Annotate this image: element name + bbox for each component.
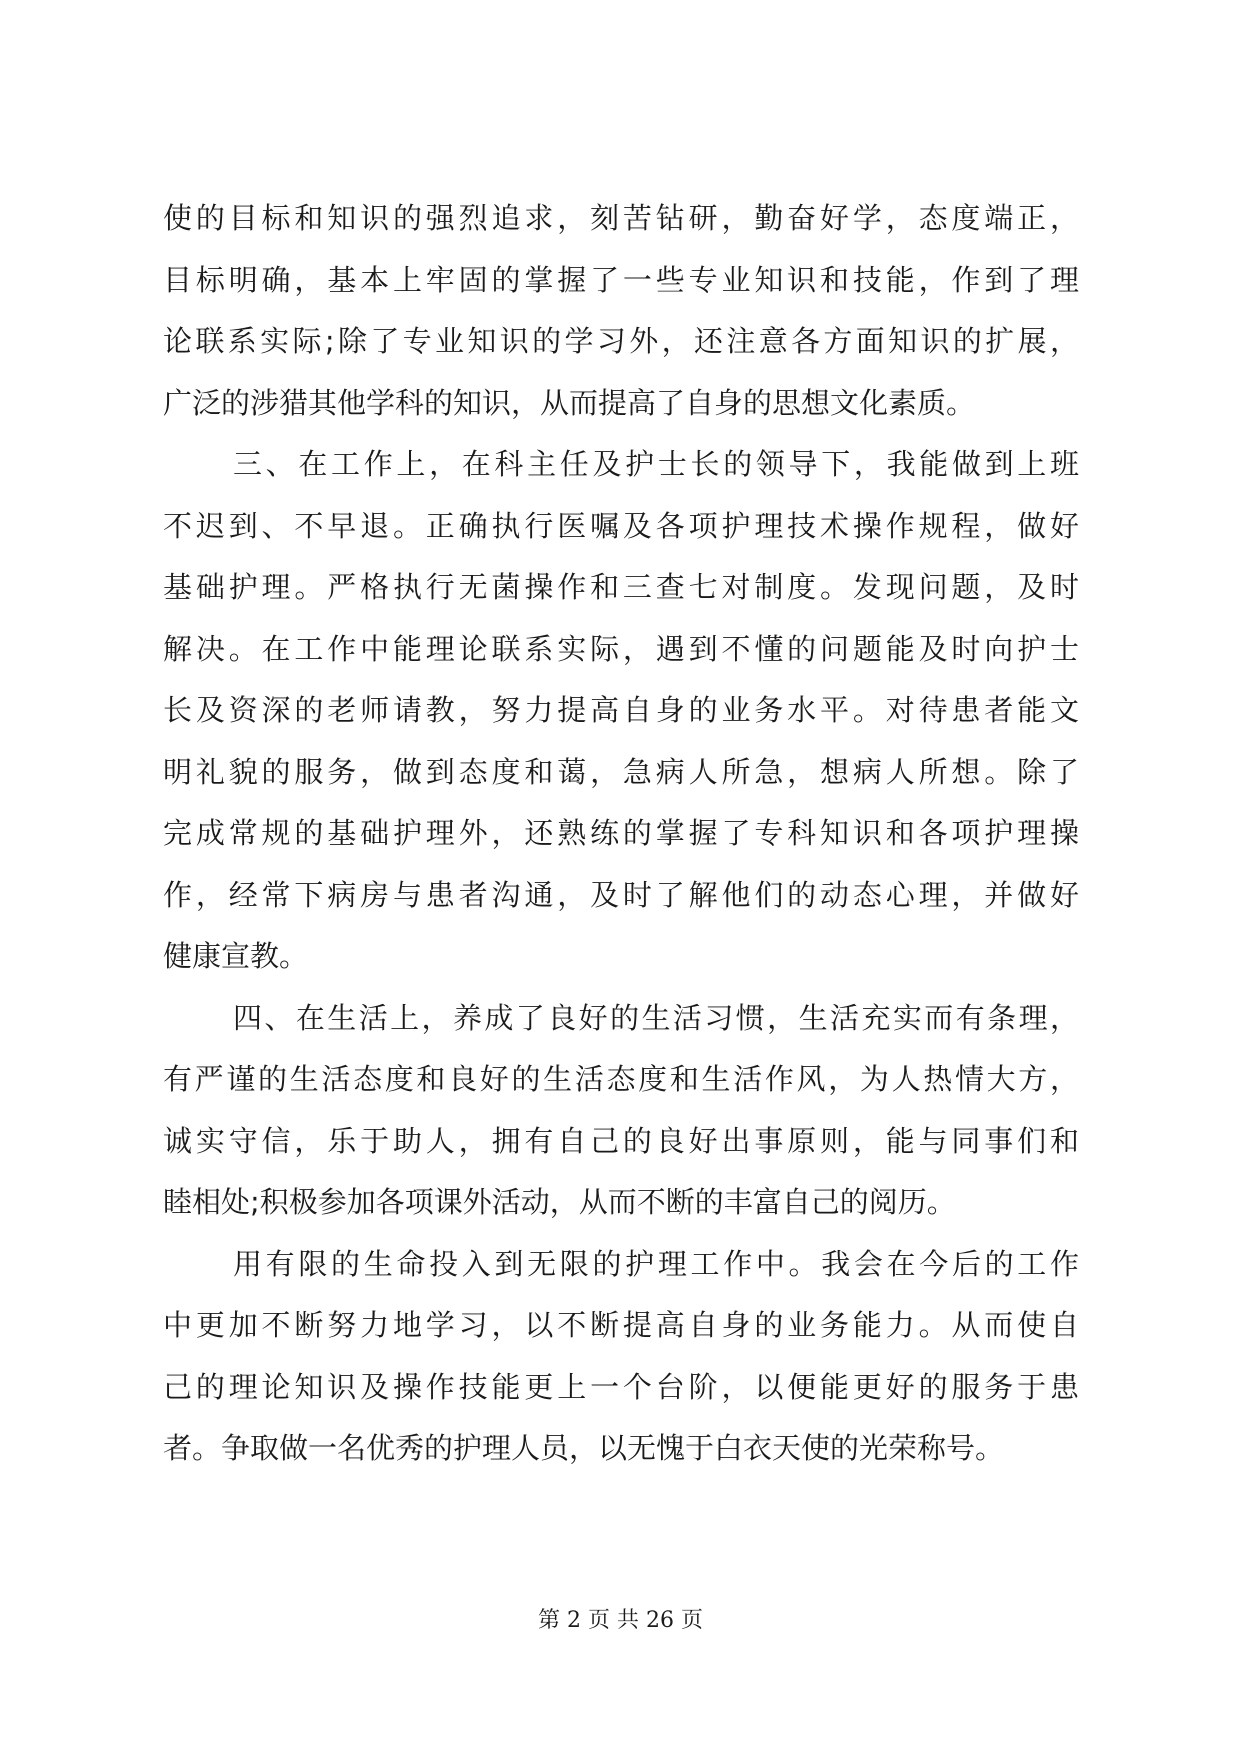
page-number-footer: 第 2 页 共 26 页: [538, 1608, 703, 1633]
text-line: 目标明确，基本上牢固的掌握了一些专业知识和技能，作到了理: [163, 262, 1079, 297]
paragraph-start-line: 用有限的生命投入到无限的护理工作中。我会在今后的工作: [233, 1246, 1079, 1281]
text-line: 使的目标和知识的强烈追求，刻苦钻研，勤奋好学，态度端正，: [163, 201, 1079, 235]
text-line: 睦相处;积极参加各项课外活动，从而不断的丰富自己的阅历。: [163, 1185, 956, 1219]
document-body: [163, 200, 1079, 1492]
text-line: 有严谨的生活态度和良好的生活态度和生活作风，为人热情大方，: [163, 1062, 1079, 1096]
text-line: 长及资深的老师请教，努力提高自身的业务水平。对待患者能文: [163, 693, 1079, 727]
paragraph-start-line: 三、在工作上，在科主任及护士长的领导下，我能做到上班: [233, 447, 1079, 481]
text-line: 己的理论知识及操作技能更上一个台阶，以便能更好的服务于患: [163, 1369, 1079, 1404]
text-line: 基础护理。严格执行无菌操作和三查七对制度。发现问题，及时: [163, 570, 1079, 604]
text-line: 诚实守信，乐于助人，拥有自己的良好出事原则，能与同事们和: [163, 1123, 1079, 1158]
text-line: 完成常规的基础护理外，还熟练的掌握了专科知识和各项护理操: [163, 816, 1079, 850]
text-line: 健康宣教。: [163, 939, 309, 973]
text-line: 解决。在工作中能理论联系实际，遇到不懂的问题能及时向护士: [163, 631, 1079, 666]
text-line: 明礼貌的服务，做到态度和蔼，急病人所急，想病人所想。除了: [163, 754, 1079, 789]
text-line: 论联系实际;除了专业知识的学习外，还注意各方面知识的扩展，: [163, 324, 1079, 358]
text-line: 中更加不断努力地学习，以不断提高自身的业务能力。从而使自: [163, 1308, 1079, 1342]
text-line: 者。争取做一名优秀的护理人员，以无愧于白衣天使的光荣称号。: [163, 1431, 1005, 1465]
text-line: 广泛的涉猎其他学科的知识，从而提高了自身的思想文化素质。: [163, 385, 976, 420]
paragraph-start-line: 四、在生活上，养成了良好的生活习惯，生活充实而有条理，: [233, 1000, 1079, 1035]
text-line: 不迟到、不早退。正确执行医嘱及各项护理技术操作规程，做好: [163, 508, 1079, 543]
text-line: 作，经常下病房与患者沟通，及时了解他们的动态心理，并做好: [163, 877, 1079, 912]
